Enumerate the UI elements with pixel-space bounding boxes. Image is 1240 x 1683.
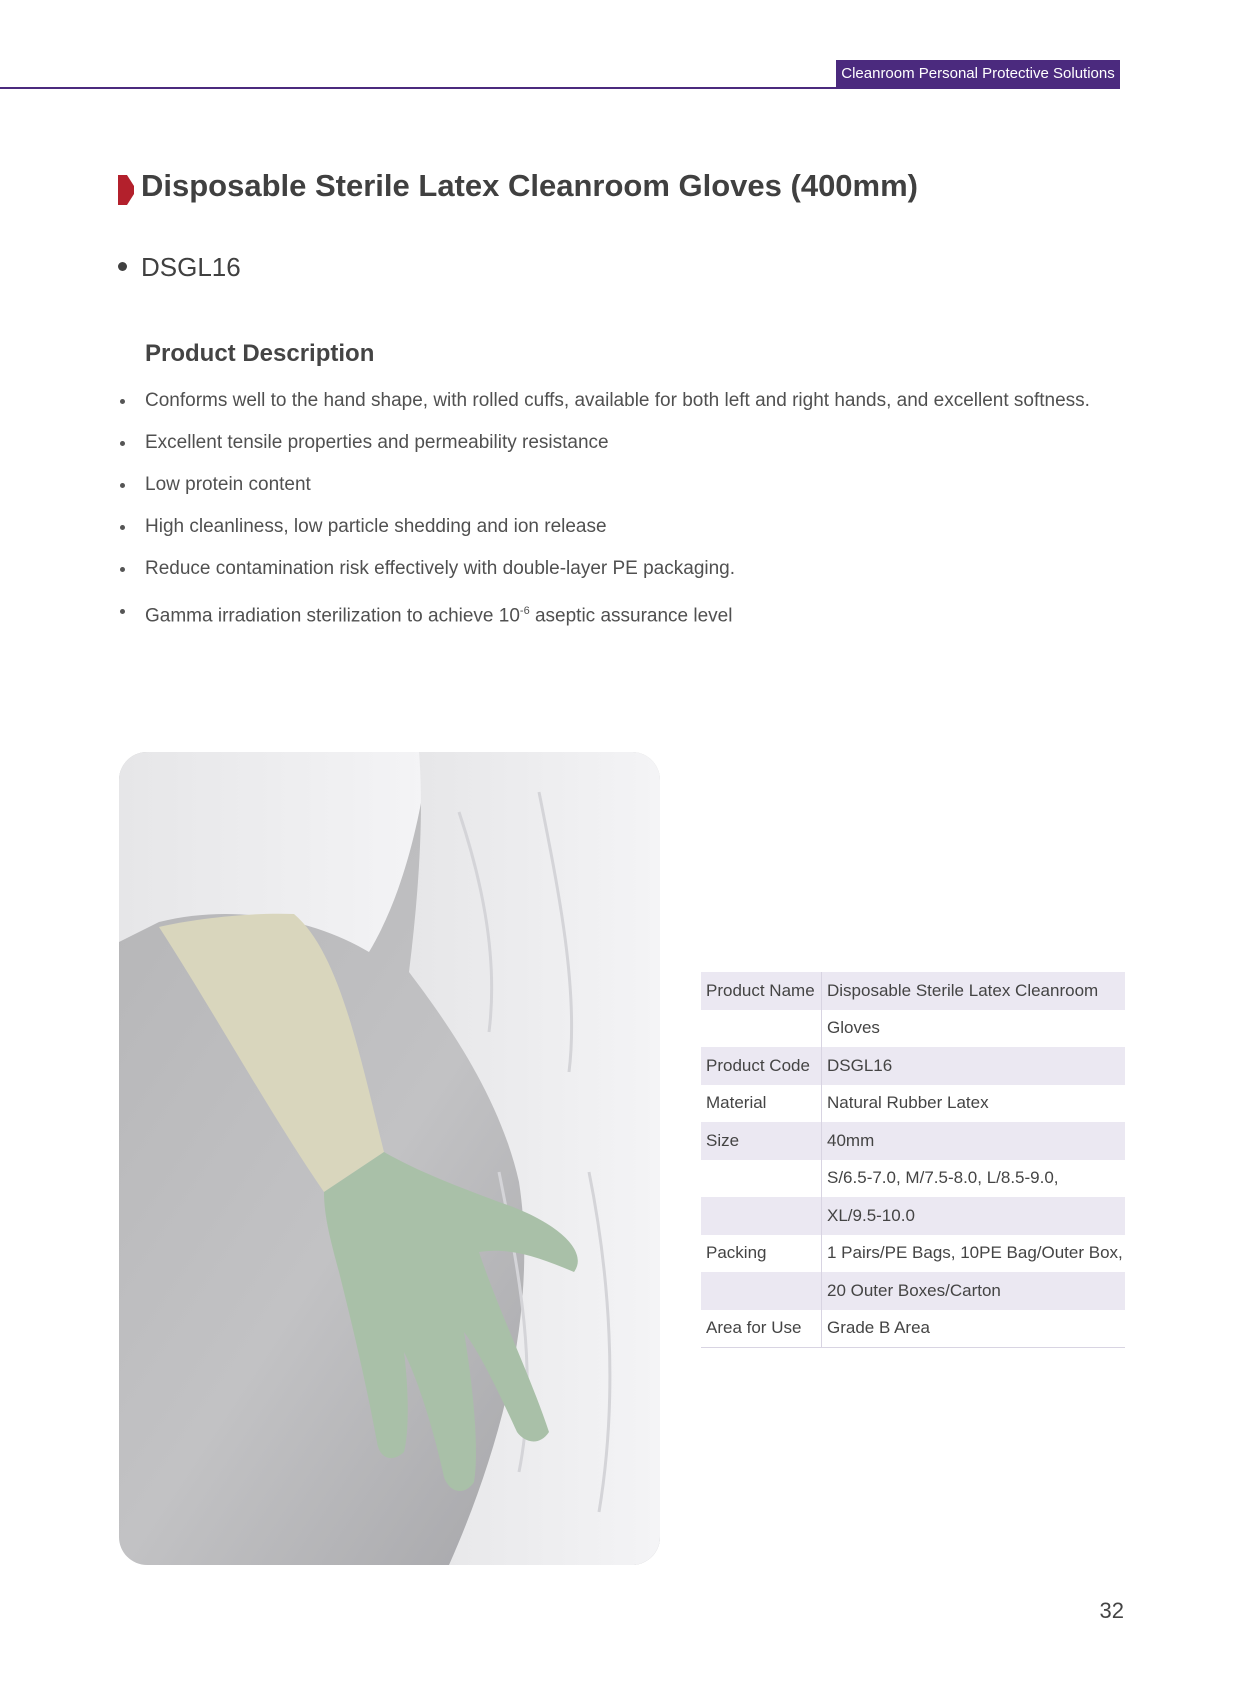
spec-key: Packing <box>701 1235 822 1273</box>
table-row <box>701 1085 1125 1123</box>
table-row <box>701 1047 1125 1085</box>
spec-value: 40mm <box>822 1122 1126 1160</box>
product-photo <box>119 752 660 1565</box>
spec-key <box>701 1160 822 1198</box>
spec-value: 20 Outer Boxes/Carton <box>822 1272 1126 1310</box>
bullet-icon <box>118 262 127 271</box>
spec-key: Area for Use <box>701 1310 822 1348</box>
spec-key <box>701 1010 822 1048</box>
spec-value: DSGL16 <box>822 1047 1126 1085</box>
spec-value: XL/9.5-10.0 <box>822 1197 1126 1235</box>
description-item: Conforms well to the hand shape, with rolled cuffs, available for both left and right hands, and excellent softness. <box>118 385 1090 427</box>
table-row <box>701 1235 1125 1273</box>
description-item: Gamma irradiation sterilization to achieve $10^{-6}$ aseptic assurance level <box>118 595 1090 637</box>
table-row <box>701 1010 1125 1048</box>
title-marker-icon <box>118 175 134 205</box>
spec-value: Disposable Sterile Latex Cleanroom <box>822 972 1126 1010</box>
table-row <box>701 1160 1125 1198</box>
product-code: DSGL16 <box>141 252 241 282</box>
table-row <box>701 1310 1125 1348</box>
description-item: Excellent tensile properties and permeability resistance <box>118 427 1090 469</box>
spec-value: Grade B Area <box>822 1310 1126 1348</box>
table-row <box>701 1197 1125 1235</box>
page-number: 32 <box>1099 1598 1124 1623</box>
spec-value: Natural Rubber Latex <box>827 1093 989 1113</box>
description-item: Low protein content <box>118 469 1090 511</box>
product-code-line <box>118 252 241 283</box>
product-title: Disposable Sterile Latex Cleanroom Gloves (400mm) <box>141 168 918 203</box>
spec-key: Size <box>701 1122 822 1160</box>
description-item: Reduce contamination risk effectively with double-layer PE packaging. <box>118 553 1090 595</box>
spec-value: S/6.5-7.0, M/7.5-8.0, L/8.5-9.0, <box>827 1168 1059 1188</box>
spec-key <box>701 1197 822 1235</box>
description-list <box>118 385 1090 637</box>
spec-value: Gloves <box>827 1018 880 1038</box>
description-heading: Product Description <box>145 340 375 367</box>
spec-key <box>701 1272 822 1310</box>
table-row <box>701 1122 1125 1160</box>
spec-key: Product Name <box>701 972 822 1010</box>
spec-value: 1 Pairs/PE Bags, 10PE Bag/Outer Box, <box>827 1243 1123 1263</box>
spec-table <box>701 972 1125 1348</box>
spec-key: Product Code <box>701 1047 822 1085</box>
table-row <box>701 1272 1125 1310</box>
spec-key: Material <box>701 1085 822 1123</box>
description-item: High cleanliness, low particle shedding and ion release <box>118 511 1090 553</box>
section-tag: Cleanroom Personal Protective Solutions <box>836 60 1120 88</box>
glove-illustration-icon <box>119 752 660 1565</box>
table-row <box>701 972 1125 1010</box>
